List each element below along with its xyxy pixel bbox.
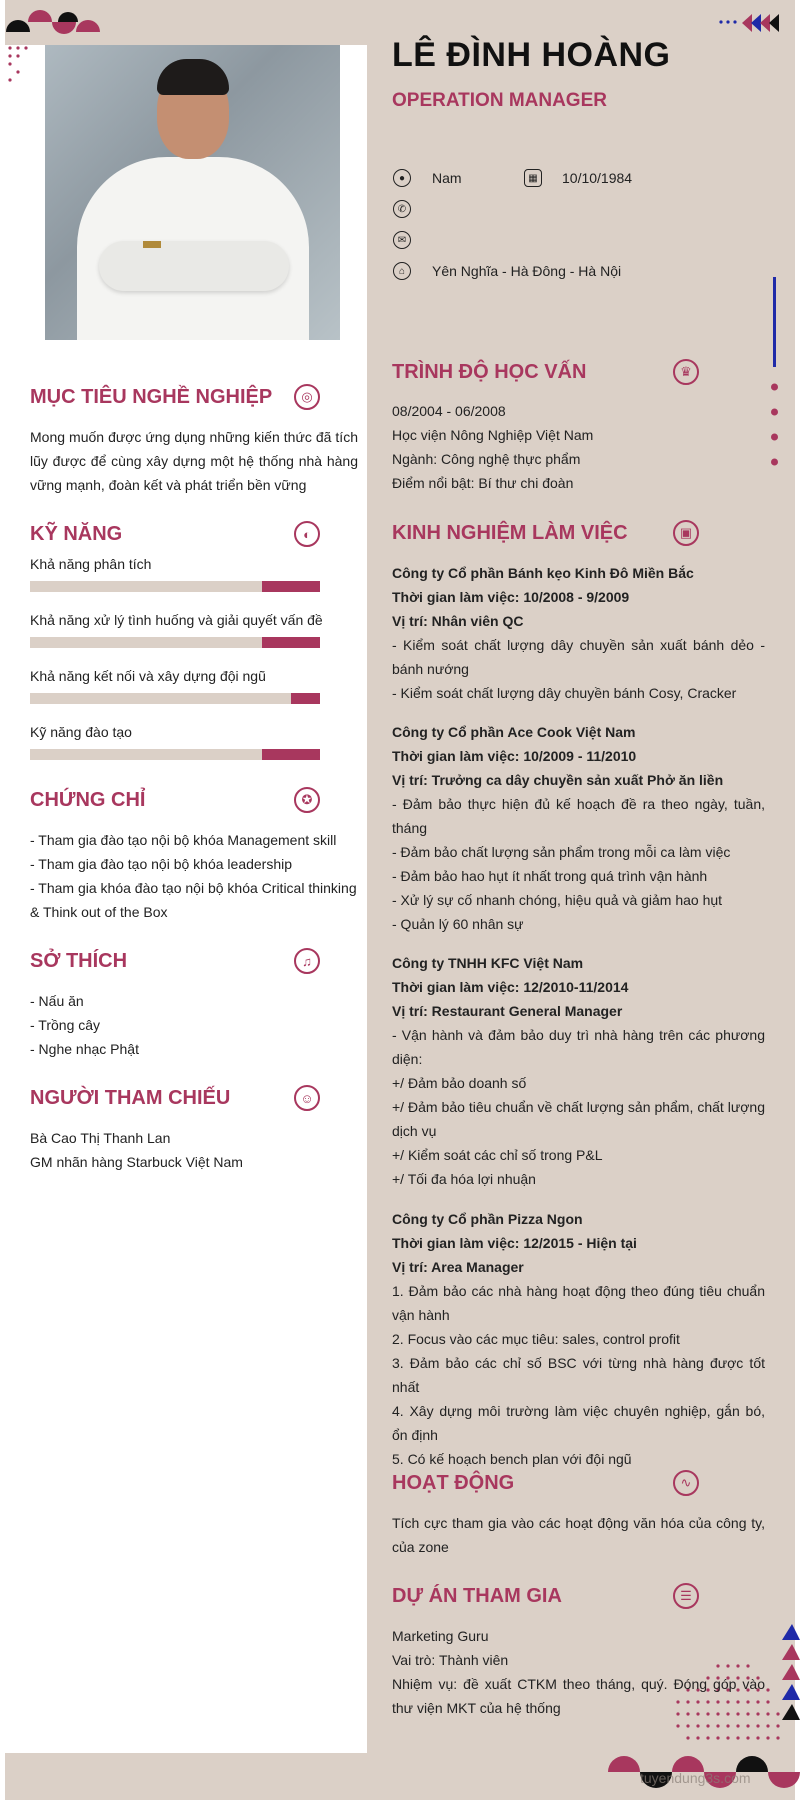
job-duty: - Kiểm soát chất lượng dây chuyền bánh Cosy, Cracker [392,685,737,701]
job-period: Thời gian làm việc: 12/2015 - Hiện tại [392,1235,637,1251]
certificates-title: CHỨNG CHỈ [30,789,146,811]
skill-bar [30,693,320,704]
watermark: tuyendung3s.com [640,1770,751,1786]
certificate-item: - Tham gia đào tạo nội bộ khóa leadership [30,856,293,872]
candidate-name: LÊ ĐÌNH HOÀNG [392,36,671,74]
user-icon: ● [393,169,411,187]
job-company: Công ty Cổ phần Pizza Ngon [392,1211,583,1227]
skill-label: Khả năng xử lý tình huống và giải quyết vấn đề [30,612,323,628]
job-entry [392,1207,765,1471]
job-duty: - Đảm bảo thực hiện đủ kế hoạch đề ra theo ngày, tuần, tháng [392,796,765,836]
job-company: Công ty Cổ phần Ace Cook Việt Nam [392,724,636,740]
skill-bar-fill [262,749,320,760]
education-details [392,399,764,495]
skill-label: Khả năng kết nối và xây dựng đội ngũ [30,668,266,684]
skill-bar [30,749,320,760]
job-duty: - Quản lý 60 nhân sự [392,916,524,932]
job-position: Vị trí: Nhân viên QC [392,613,524,629]
job-duty: - Vận hành và đảm bảo duy trì nhà hàng trên các phương diện: [392,1027,765,1067]
job-position: Vị trí: Trưởng ca dây chuyền sản xuất Phở ăn liền [392,772,724,788]
education-line: Điểm nổi bật: Bí thư chi đoàn [392,475,574,491]
photo-name-badge [143,241,161,248]
job-duty: - Xử lý sự cố nhanh chóng, hiệu quả và giảm hao hụt [392,892,723,908]
job-duty: +/ Đảm bảo tiêu chuẩn về chất lượng sản phẩm, chất lượng dịch vụ [392,1099,765,1139]
job-entry [392,720,765,936]
education-line: Học viện Nông Nghiệp Việt Nam [392,427,594,443]
job-duty: 5. Có kế hoạch bench plan với đội ngũ [392,1451,632,1467]
candidate-role: OPERATION MANAGER [392,90,607,111]
job-duty: - Đảm bảo chất lượng sản phẩm trong mỗi ca làm việc [392,844,731,860]
project-line: Vai trò: Thành viên [392,1652,509,1668]
experience-title: KINH NGHIỆM LÀM VIỆC [392,522,628,544]
target-icon: ◎ [294,384,320,410]
profile-photo [45,45,340,340]
activities-text: Tích cực tham gia vào các hoạt động văn hóa của công ty, của zone [392,1515,765,1555]
reference-line: GM nhãn hàng Starbuck Việt Nam [30,1154,243,1170]
objective-title: MỤC TIÊU NGHỀ NGHIỆP [30,386,273,408]
job-duty: 1. Đảm bảo các nhà hàng hoạt động theo đúng tiêu chuẩn vận hành [392,1283,765,1323]
objective-text: Mong muốn được ứng dụng những kiến thức đã tích lũy được để cùng xây dựng một hệ thống nhà hàng vững mạnh, đoàn kết và phát triển bền vững [30,429,358,493]
job-position: Vị trí: Area Manager [392,1259,524,1275]
home-icon: ⌂ [393,262,411,280]
references-title: NGƯỜI THAM CHIẾU [30,1087,231,1109]
education-line: 08/2004 - 06/2008 [392,403,506,419]
hobby-item: - Nấu ăn [30,993,84,1009]
job-position: Vị trí: Restaurant General Manager [392,1003,623,1019]
birthdate-value: 10/10/1984 [562,170,633,186]
skills-icon: ◐ [294,521,320,547]
hobby-item: - Nghe nhạc Phật [30,1041,139,1057]
education-line: Ngành: Công nghệ thực phẩm [392,451,581,467]
projects-title: DỰ ÁN THAM GIA [392,1585,562,1607]
certificates-list [30,828,360,924]
job-duty: 2. Focus vào các mục tiêu: sales, control profit [392,1331,680,1347]
gender-value: Nam [432,170,462,186]
skill-bar [30,581,320,592]
job-period: Thời gian làm việc: 10/2008 - 9/2009 [392,589,630,605]
reference-line: Bà Cao Thị Thanh Lan [30,1130,171,1146]
projects-details [392,1624,765,1720]
phone-icon: ✆ [393,200,411,218]
skill-bar-fill [262,637,320,648]
job-duty: 3. Đảm bảo các chỉ số BSC với từng nhà hàng được tốt nhất [392,1355,765,1395]
certificate-item: - Tham gia khóa đào tạo nội bộ khóa Critical thinking & Think out of the Box [30,880,357,920]
job-period: Thời gian làm việc: 10/2009 - 11/2010 [392,748,637,764]
address-value: Yên Nghĩa - Hà Đông - Hà Nội [432,263,622,279]
project-icon: ☰ [673,1583,699,1609]
hobbies-list [30,989,358,1061]
right-edge-decoration [768,275,782,475]
job-duty: +/ Kiểm soát các chỉ số trong P&L [392,1147,603,1163]
top-right-decoration [718,12,786,34]
job-duty: - Kiểm soát chất lượng dây chuyền sản xuất bánh dẻo - bánh nướng [392,637,765,677]
job-entry [392,951,765,1191]
certificate-item: - Tham gia đào tạo nội bộ khóa Management skill [30,832,337,848]
job-duty: +/ Tối đa hóa lợi nhuận [392,1171,536,1187]
skills-title: KỸ NĂNG [30,523,123,545]
reference-icon: ☺ [294,1085,320,1111]
job-period: Thời gian làm việc: 12/2010-11/2014 [392,979,629,995]
project-line: Nhiệm vụ: đề xuất CTKM theo tháng, quý. Đóng góp vào thư viện MKT của hệ thống [392,1676,765,1716]
job-company: Công ty TNHH KFC Việt Nam [392,955,584,971]
photo-hair [157,59,229,95]
job-company: Công ty Cổ phần Bánh kẹo Kinh Đô Miền Bắc [392,565,694,581]
education-title: TRÌNH ĐỘ HỌC VẤN [392,361,587,383]
calendar-icon: ▦ [524,169,542,187]
activity-icon: ∿ [673,1470,699,1496]
hobby-item: - Trồng cây [30,1017,101,1033]
email-icon: ✉ [393,231,411,249]
certificate-icon: ✪ [294,787,320,813]
skill-bar [30,637,320,648]
project-line: Marketing Guru [392,1628,489,1644]
photo-arms [99,241,289,291]
skill-label: Kỹ năng đào tạo [30,724,132,740]
job-duty: 4. Xây dựng môi trường làm việc chuyên nghiệp, gắn bó, ổn định [392,1403,765,1443]
skill-label: Khả năng phân tích [30,556,152,572]
activities-title: HOẠT ĐỘNG [392,1472,515,1494]
job-duty: +/ Đảm bảo doanh số [392,1075,527,1091]
job-entry [392,561,765,705]
references-list [30,1126,358,1174]
skill-bar-fill [291,693,320,704]
briefcase-icon: ▣ [673,520,699,546]
job-duty: - Đảm bảo hao hụt ít nhất trong quá trình vận hành [392,868,708,884]
hobbies-title: SỞ THÍCH [30,950,128,972]
skill-bar-fill [262,581,320,592]
graduation-cap-icon: ♛ [673,359,699,385]
hobby-icon: ♫ [294,948,320,974]
